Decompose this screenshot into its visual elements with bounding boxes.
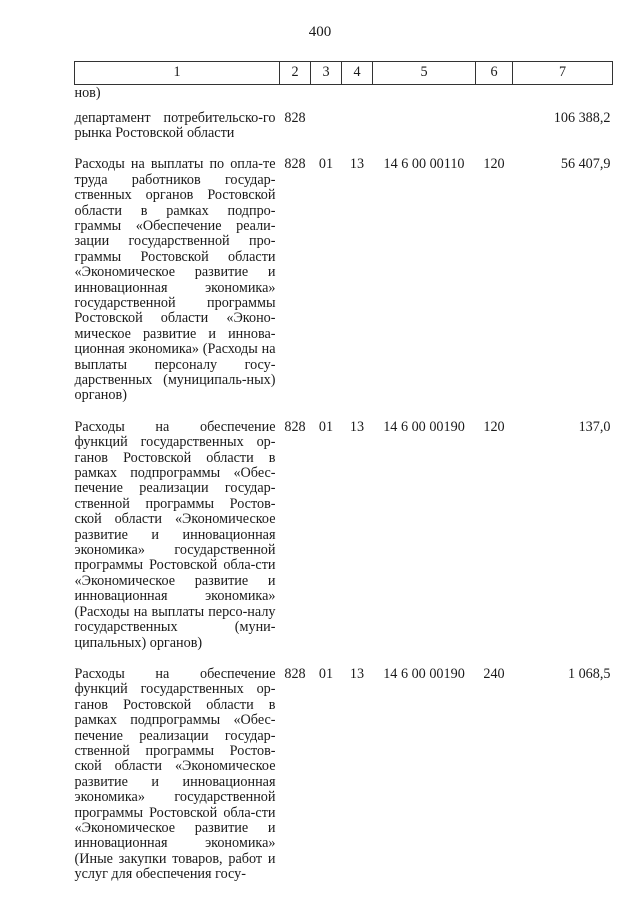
header-col-6: 6: [476, 62, 513, 85]
row-ministry-code: [280, 85, 311, 111]
row-name: Расходы на обеспечение функций государственных ор-ганов Ростовской области в рамках подпрограммы «Обес-печение реализации государ-ственной программы Ростов-ской области «Экономическое развитие и инновационная экономика» государственной программы Ростовской обла-сти «Экономическое развитие и инновационная экономика» (Расходы на выплаты персо-налу государственных (муни-ципальных) органов): [74, 418, 276, 651]
page-number: 400: [308, 24, 332, 40]
row-amount: [513, 85, 613, 111]
table-header: [75, 62, 613, 85]
table-body: [75, 85, 613, 883]
row-section: [311, 111, 342, 158]
table-row: [75, 667, 613, 883]
row-section: 01: [318, 665, 334, 682]
row-subsection: 13: [349, 418, 365, 435]
row-name: нов): [74, 85, 101, 101]
row-subsection: [342, 85, 373, 111]
row-expense-type: 240: [483, 665, 505, 682]
header-col-7: 7: [513, 62, 613, 85]
budget-table: [74, 61, 613, 883]
row-expense-type: 120: [483, 418, 505, 435]
table-row: [75, 111, 613, 158]
row-ministry-code: 828: [284, 109, 306, 126]
header-col-3: 3: [311, 62, 342, 85]
header-row: [75, 62, 613, 85]
row-target-article: 14 6 00 00190: [383, 418, 465, 435]
row-amount: 137,0: [578, 418, 611, 435]
header-col-2: 2: [280, 62, 311, 85]
row-target-article: 14 6 00 00110: [383, 156, 465, 173]
row-amount: 1 068,5: [567, 665, 611, 682]
table-row: [75, 85, 613, 111]
row-subsection: [342, 111, 373, 158]
row-ministry-code: 828: [284, 156, 306, 173]
row-target-article: [373, 85, 476, 111]
row-amount: 106 388,2: [553, 109, 611, 126]
header-col-5: 5: [373, 62, 476, 85]
table-row: [75, 420, 613, 667]
row-ministry-code: 828: [284, 418, 306, 435]
row-name: Расходы на обеспечение функций государственных ор-ганов Ростовской области в рамках подпрограммы «Обес-печение реализации государ-ственной программы Ростов-ской области «Экономическое развитие и инновационная экономика» государственной программы Ростовской обла-сти «Экономическое развитие и инновационная экономика» (Иные закупки товаров, работ и услуг для обеспечения госу-: [74, 665, 276, 883]
row-section: [311, 85, 342, 111]
row-target-article: 14 6 00 00190: [383, 665, 465, 682]
row-section: 01: [318, 156, 334, 173]
row-expense-type: [476, 111, 513, 158]
row-expense-type: [476, 85, 513, 111]
row-name: департамент потребительско-го рынка Ростовской области: [74, 109, 276, 141]
header-col-4: 4: [342, 62, 373, 85]
row-amount: 56 407,9: [560, 156, 611, 173]
table-row: [75, 157, 613, 420]
row-name: Расходы на выплаты по опла-те труда работников государ-ственных органов Ростовской области в рамках подпро-граммы «Обеспечение реали-зации государственной про-граммы Ростовской области «Экономическое развитие и инновационная экономика» государственной программы Ростовской области «Эконо-мическое развитие и иннова-ционная экономика» (Расходы на выплаты персоналу госу-дарственных (муниципаль-ных) органов): [74, 156, 276, 404]
row-ministry-code: 828: [284, 665, 306, 682]
row-target-article: [373, 111, 476, 158]
header-col-1: 1: [75, 62, 280, 85]
row-section: 01: [318, 418, 334, 435]
row-expense-type: 120: [483, 156, 505, 173]
row-subsection: 13: [349, 665, 365, 682]
row-subsection: 13: [349, 156, 365, 173]
